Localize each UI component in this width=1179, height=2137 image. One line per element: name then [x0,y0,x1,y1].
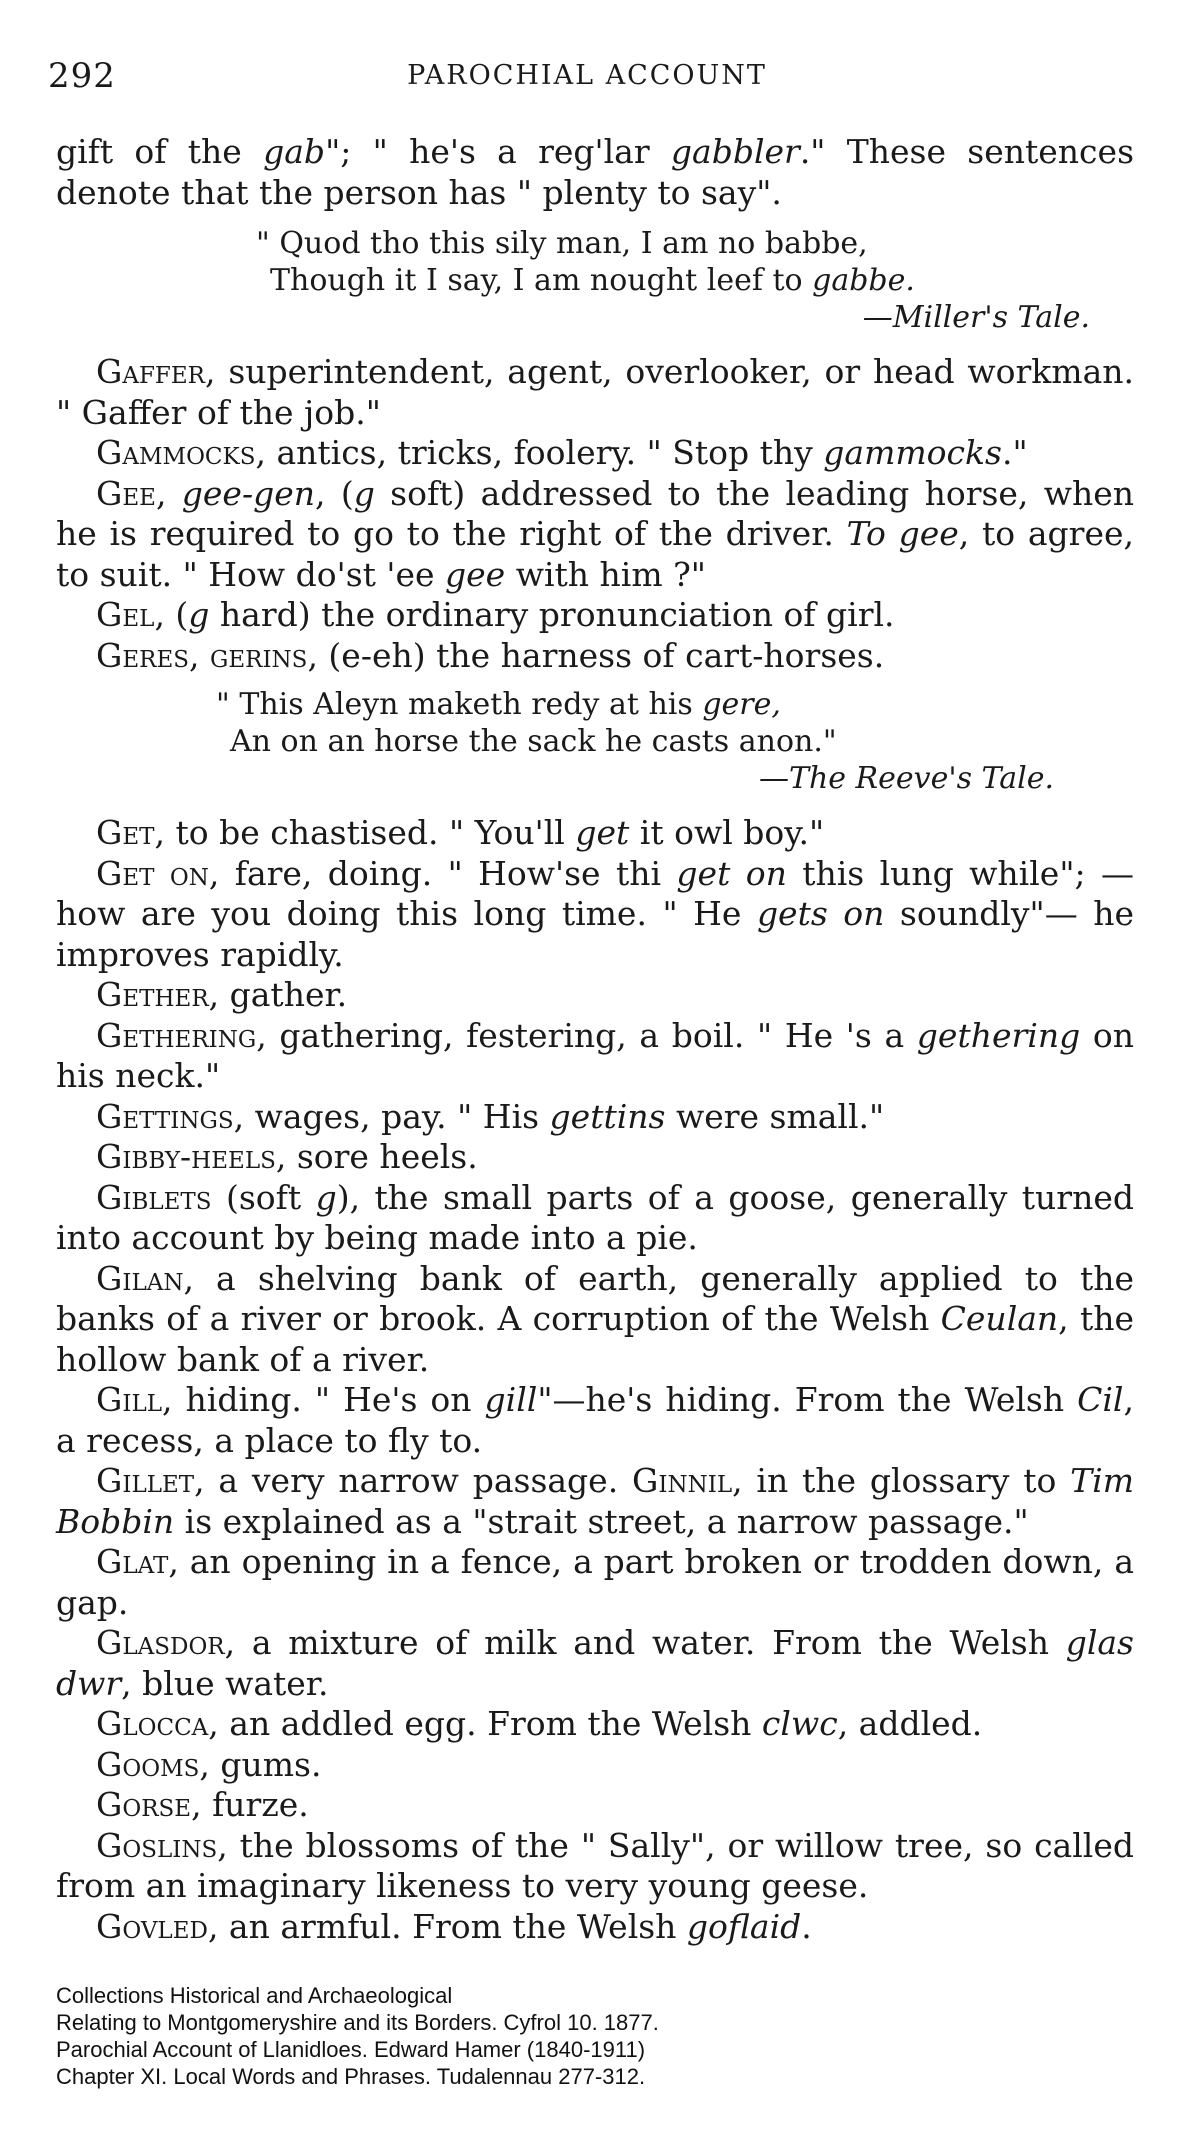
entry-gorse: Gorse, furze. [96,1785,309,1824]
quote-attribution: —The Reeve's Tale. [758,761,1054,796]
headword: Get [96,813,155,852]
entry-gee: Gee, gee-gen, (g soft) addressed to the leading horse, when he is required to go to the right of the driver. To gee, to agree, to suit. " How do'st 'ee gee with him ?" [56,473,1135,594]
headword: Geres, gerins [96,635,308,675]
entry-gaffer: Gaffer, superintendent, agent, overlooker, or head workman. " Gaffer of the job." [56,352,1134,432]
headword: Gillet [96,1461,195,1500]
source-caption [56,1982,1056,2090]
quote-line: Though it I say, I am nought leef to gabbe. [270,263,915,298]
entry-geres: Geres, gerins, (e-eh) the harness of cart-horses. [96,635,885,675]
caption-line: Collections Historical and Archaeological [56,1983,453,2008]
entry-gether: Gether, gather. [96,975,348,1014]
glossary-body [56,132,1134,1947]
headword: Gethering [96,1015,257,1055]
headword: Gilan [96,1258,184,1298]
headword: Giblets [96,1177,212,1217]
entry-gammocks: Gammocks, antics, tricks, foolery. " Stop thy gammocks." [96,433,1028,472]
headword: Gettings [96,1096,234,1136]
headword: Gibby-heels [96,1137,276,1176]
entry-glat: Glat, an opening in a fence, a part broken or trodden down, a gap. [56,1542,1134,1622]
headword: Ginnil [632,1461,733,1500]
headword: Gooms [96,1744,200,1784]
quote-line: An on an horse the sack he casts anon." [230,724,837,759]
entry-gethering: Gethering, gathering, festering, a boil. " He 's a gethering on his neck." [56,1015,1134,1095]
entry-gibby-heels: Gibby-heels, sore heels. [96,1137,478,1176]
headword: Gill [96,1380,162,1419]
headword: Glasdor [96,1623,225,1662]
caption-line: Relating to Montgomeryshire and its Borders. Cyfrol 10. 1877. [56,2010,659,2035]
quote-line: " Quod tho this sily man, I am no babbe, [256,226,868,261]
entry-gill: Gill, hiding. " He's on gill"—he's hiding. From the Welsh Cil, a recess, a place to fly to. [56,1380,1134,1460]
headword: Gee [96,473,156,513]
entry-govled: Govled, an armful. From the Welsh goflaid. [96,1906,812,1946]
headword: Goslins [96,1825,218,1865]
quote-millers-tale [56,225,1134,336]
quote-reeves-tale [56,686,1134,797]
headword: Gether [96,975,209,1014]
entry-goslins: Goslins, the blossoms of the " Sally", or willow tree, so called from an imaginary likeness to very young geese. [56,1825,1134,1905]
entry-glocca: Glocca, an addled egg. From the Welsh clwc, addled. [96,1704,983,1743]
headword: Glocca [96,1704,209,1743]
entry-glasdor: Glasdor, a mixture of milk and water. From the Welsh glas dwr, blue water. [56,1623,1134,1703]
quote-attribution: —Miller's Tale. [862,300,1090,335]
headword: Gel [96,595,155,634]
entry-gooms: Gooms, gums. [96,1744,322,1784]
headword: Gaffer [96,352,205,391]
headword: Govled [96,1906,208,1946]
headword: Gorse [96,1785,192,1824]
page-header [48,56,1126,100]
headword: Glat [96,1542,169,1581]
intro-paragraph: gift of the gab"; " he's a reg'lar gabbler." These sentences denote that the person has " plenty to say". [56,132,1135,212]
entry-gel: Gel, (g hard) the ordinary pronunciation of girl. [96,595,895,634]
caption-line: Chapter XI. Local Words and Phrases. Tudalennau 277-312. [56,2064,646,2089]
entry-get-on: Get on, fare, doing. " How'se thi get on this lung while"; —how are you doing this long time. " He gets on soundly"— he improves rapidly. [56,853,1134,974]
caption-line: Parochial Account of Llanidloes. Edward Hamer (1840-1911) [56,2037,646,2062]
page-number: 292 [48,56,116,96]
running-head: PAROCHIAL ACCOUNT [407,60,767,91]
entry-gilan: Gilan, a shelving bank of earth, generally applied to the banks of a river or brook. A corruption of the Welsh Ceulan, the hollow bank of a river. [56,1258,1134,1379]
entry-gettings: Gettings, wages, pay. " His gettins were small." [96,1096,885,1136]
quote-line: " This Aleyn maketh redy at his gere, [216,687,781,722]
headword: Get on [96,853,209,893]
headword: Gammocks [96,433,256,472]
entry-giblets: Giblets (soft g), the small parts of a goose, generally turned into account by being made into a pie. [56,1177,1134,1257]
entry-gillet: Gillet, a very narrow passage. Ginnil, in the glossary to Tim Bobbin is explained as a "strait street, a narrow passage." [56,1461,1134,1541]
entry-get: Get, to be chastised. " You'll get it owl boy." [96,813,825,852]
